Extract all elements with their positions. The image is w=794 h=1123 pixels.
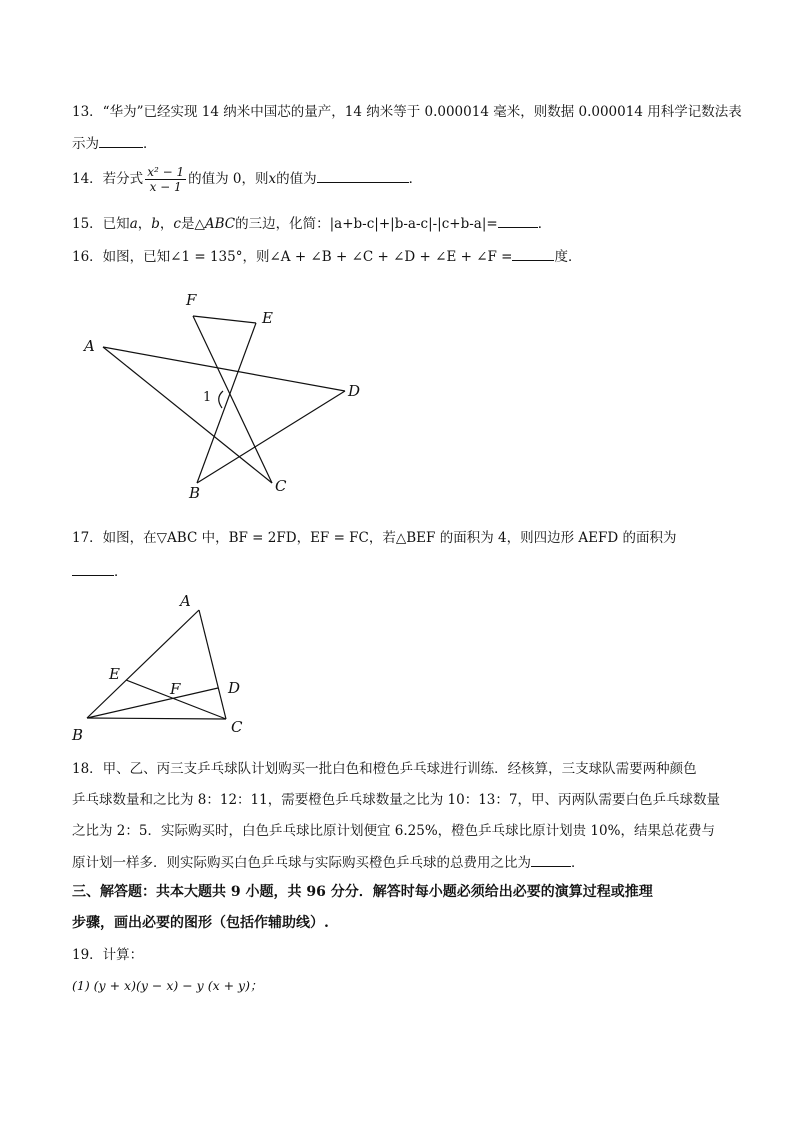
q18-line4-suffix: ． — [571, 855, 585, 871]
q18-line1: 18．甲、乙、丙三支乒乓球队计划购买一批白色和橙色乒乓球进行训练．经核算，三支球队需要两种颜色 — [72, 761, 697, 777]
q17-suffix: ． — [114, 564, 128, 580]
q13-line1: 13．“华为”已经实现 14 纳米中国芯的量产，14 纳米等于 0.000014 毫米，则数据 0.000014 用科学记数法表 — [72, 104, 742, 120]
q18-line4 — [72, 852, 585, 873]
q15-middle: 是△ — [180, 216, 205, 232]
q19-title: 19．计算： — [72, 947, 144, 963]
q14-prefix: 14．若分式 — [72, 171, 144, 187]
q15-suffix: ． — [537, 216, 552, 232]
q14-var: x — [268, 171, 277, 187]
q17-segment-BD — [87, 688, 218, 718]
q15-abc: ABC — [204, 216, 236, 232]
q16-label-E: E — [262, 309, 273, 327]
q16-label-D: D — [348, 382, 361, 400]
q15-sep1: ， — [137, 216, 152, 232]
q14-fraction-denominator: x − 1 — [149, 180, 182, 194]
q16-label-C: C — [275, 477, 287, 495]
q17-line1: 17．如图，在▽ABC 中，BF = 2FD，EF = FC，若△BEF 的面积为 4，则四边形 AEFD 的面积为 — [72, 530, 677, 546]
q17-label-A: A — [180, 592, 191, 610]
q15-sep2: ， — [159, 216, 174, 232]
q16-text: 16．如图，已知∠1 = 135°，则∠A + ∠B + ∠C + ∠D + ∠E + ∠F = — [72, 249, 513, 265]
q14-middle2: 的值为 — [276, 171, 317, 187]
q18-line3: 之比为 2：5．实际购买时，白色乒乓球比原计划便宜 6.25%，橙色乒乓球比原计划贵 10%，结果总花费与 — [72, 823, 715, 839]
q17-label-B: B — [72, 726, 84, 744]
q18-line4-prefix: 原计划一样多．则实际购买白色乒乓球与实际购买橙色乒乓球的总费用之比为 — [72, 855, 531, 871]
q16-label-F: F — [186, 291, 197, 309]
q13-suffix: ． — [143, 136, 157, 152]
q14-suffix: ． — [408, 171, 423, 187]
q17-label-D: D — [228, 679, 241, 697]
q14-middle: 的值为 0，则 — [188, 171, 269, 187]
q18-answer-blank — [531, 852, 571, 867]
q15-prefix: 15．已知 — [72, 216, 130, 232]
section3-heading-line1: 三、解答题：共本大题共 9 小题，共 96 分分．解答时每小题必须给出必要的演算过程或推理 — [72, 884, 653, 900]
q17-label-E: E — [109, 665, 120, 683]
section3-heading-line2: 步骤，画出必要的图形（包括作辅助线）. — [72, 915, 329, 931]
q16-label-1: 1 — [203, 390, 212, 405]
q15-middle2: 的三边，化简：|a+b-c|+|b-a-c|-|c+b-a|= — [235, 216, 498, 232]
q17-label-C: C — [231, 718, 243, 736]
q18-line2: 乒乓球数量和之比为 8：12：11，需要橙色乒乓球数量之比为 10：13：7，甲、丙两队需要白色乒乓球数量 — [72, 792, 720, 808]
q17-segment-BC — [87, 718, 226, 719]
q16-suffix: 度． — [554, 249, 582, 265]
q15-b: b — [151, 216, 160, 232]
q13-prefix: 示为 — [72, 136, 99, 152]
q17-segment-AC — [199, 610, 226, 719]
q16-label-A: A — [84, 337, 95, 355]
q15-a: a — [129, 216, 138, 232]
q19-part1: (1) (y + x)(y − x) − y (x + y)； — [72, 978, 263, 993]
q17-label-F: F — [170, 680, 181, 698]
q14-fraction-numerator: x² − 1 — [147, 165, 185, 179]
q15-c: c — [173, 216, 181, 232]
q16-label-B: B — [189, 484, 201, 502]
